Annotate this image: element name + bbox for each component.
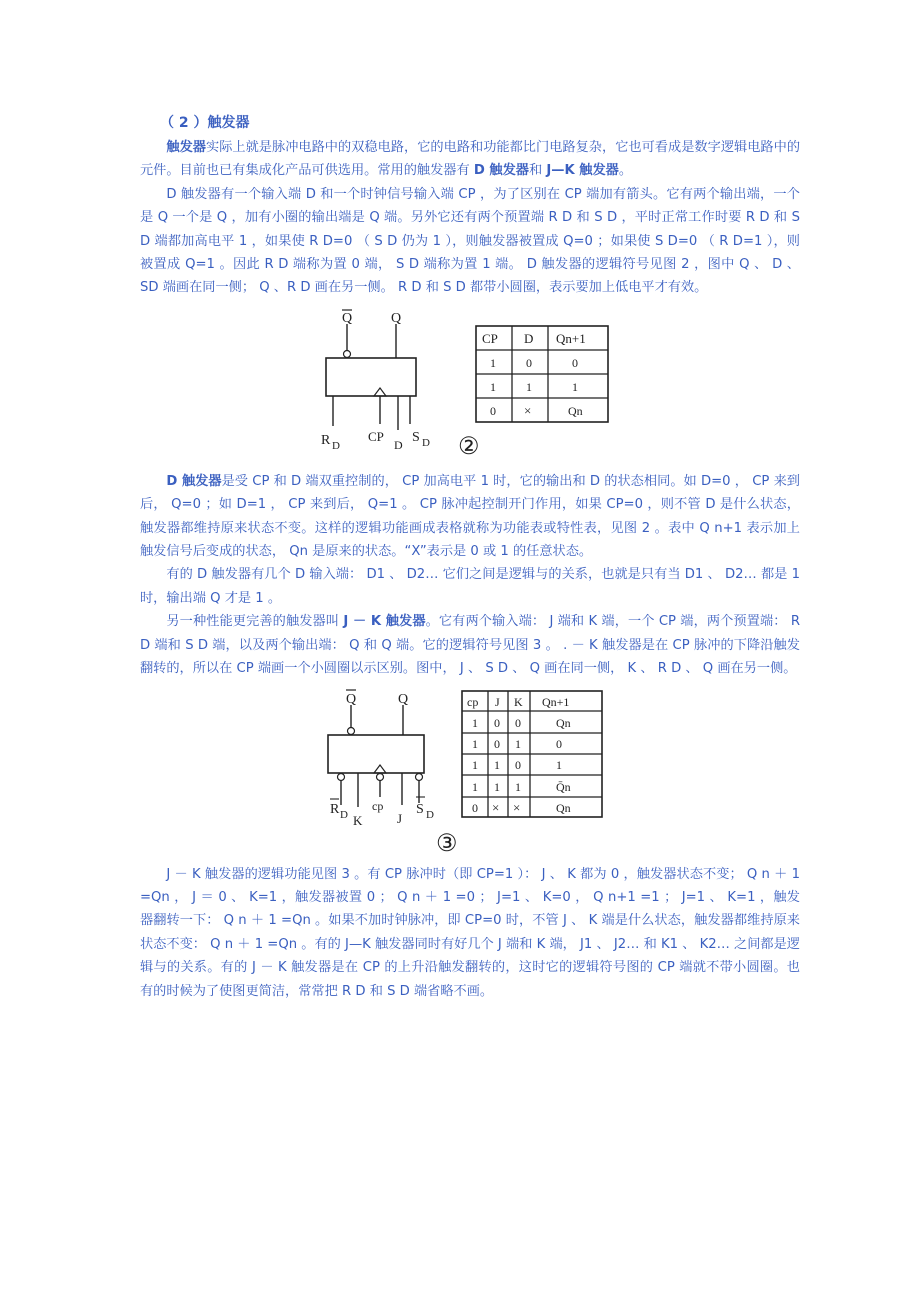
td: × — [492, 799, 500, 815]
td: Qn — [556, 800, 571, 815]
d-flipflop-symbol — [321, 310, 480, 460]
td: 1 — [490, 379, 496, 394]
td: 1 — [572, 379, 578, 394]
figure-3-number: ③ — [436, 830, 458, 857]
td: 0 — [472, 800, 478, 815]
td: 0 — [526, 355, 532, 370]
label-rd-sub: D — [332, 439, 340, 452]
label-cp: cp — [372, 798, 384, 813]
term-d-trigger-2: D 触发器 — [166, 473, 222, 489]
td: 1 — [556, 757, 562, 772]
label-q: Q — [398, 691, 409, 707]
td: 0 — [515, 757, 521, 772]
paragraph-intro: 触发器实际上就是脉冲电路中的双稳电路，它的电路和功能都比门电路复杂，它也可看成是数字逻辑电路中的元件。目前也已有集成化产品可供选用。常用的触发器有 D 触发器和 J—K 触发器。 — [140, 140, 801, 179]
td: 0 — [490, 403, 496, 418]
jk-flipflop-symbol — [328, 690, 458, 857]
document-body — [140, 110, 800, 1003]
figure-2-svg — [140, 306, 800, 466]
label-sd: S — [412, 429, 420, 445]
cp-bubble — [377, 773, 384, 780]
figure-2 — [140, 306, 800, 466]
label-qbar: Q — [346, 691, 357, 707]
td: 0 — [494, 715, 500, 730]
paragraph-d-trigger-function: D 触发器是受 CP 和 D 端双重控制的， CP 加高电平 1 时，它的输出和 D 的状态相同。如 D=0 ， CP 来到后， Q=0 ；如 D=1 ， CP 来到后， Q=1 。 CP 脉冲起控制开门作用，如果 CP=0 ，则不管 D 是什么状态，触发器都维持原来状态不变。这样的逻辑功能画成表格就称为功能表或特性表，见图 2 。表中 Q n+1 表示加上触发信号后变成的状态， Qn 是原来的状态。“X”表示是 0 或 1 的任意状态。 — [140, 473, 800, 560]
td: Q̄n — [556, 779, 571, 794]
td: 1 — [490, 355, 496, 370]
td: 0 — [556, 736, 562, 751]
td: 1 — [526, 379, 532, 394]
label-d: D — [394, 437, 403, 452]
td: 1 — [494, 779, 500, 794]
d-flipflop-truth-table — [476, 326, 608, 422]
qbar-bubble — [344, 350, 351, 357]
td: Qn — [556, 715, 571, 730]
qbar-bubble — [348, 727, 355, 734]
cp-arrow — [374, 765, 386, 773]
label-rd: R — [321, 432, 331, 448]
paragraph-multi-d: 有的 D 触发器有几个 D 输入端： D1 、 D2… 它们之间是逻辑与的关系，也就是只有当 D1 、 D2… 都是 1 时，输出端 Q 才是 1 。 — [140, 567, 800, 606]
label-k: K — [353, 812, 363, 828]
th-j: J — [495, 694, 500, 709]
th-d: D — [524, 330, 534, 346]
label-cp: CP — [368, 428, 384, 444]
td: 0 — [515, 715, 521, 730]
th-qn1: Qn+1 — [542, 694, 570, 709]
th-cp: CP — [482, 330, 498, 346]
paragraph-jk-trigger: 另一种性能更完善的触发器叫 J － K 触发器。它有两个输入端： J 端和 K 端，一个 CP 端，两个预置端： R D 端和 S D 端，以及两个输出端： Q 和 Q 端。它的逻辑符号见图 3 。 . － K 触发器是在 CP 脉冲的下降沿触发翻转的，所以在 CP 端画一个小圆圈以示区别。图中， J 、 S D 、 Q 画在同一侧， K 、 R D 、 Q 画在另一侧。 — [140, 614, 801, 677]
figure-2-number: ② — [458, 433, 480, 460]
th-qn1: Qn+1 — [556, 330, 586, 346]
term-d-trigger: D 触发器 — [473, 163, 529, 179]
section-heading: （ 2 ）触发器 — [160, 115, 250, 131]
term-jk-trigger: J—K 触发器 — [546, 163, 619, 179]
td: 1 — [472, 715, 478, 730]
figure-3-svg — [140, 687, 800, 859]
td: 0 — [572, 355, 578, 370]
label-j: J — [397, 810, 403, 826]
td: 1 — [515, 736, 521, 751]
th-cp: cp — [467, 694, 479, 709]
flipflop-box — [326, 358, 416, 396]
term-jk-trigger-2: J － K 触发器 — [343, 614, 426, 630]
td: Qn — [568, 403, 583, 418]
td: 1 — [515, 779, 521, 794]
td: × — [524, 402, 532, 418]
label-q: Q — [391, 310, 402, 326]
cp-arrow — [374, 388, 386, 396]
flipflop-box — [328, 735, 424, 773]
label-sd: S — [416, 801, 424, 817]
jk-flipflop-truth-table — [462, 691, 602, 817]
td: 1 — [472, 779, 478, 794]
figure-3 — [140, 687, 800, 859]
paragraph-d-trigger-description: D 触发器有一个输入端 D 和一个时钟信号输入端 CP ，为了区别在 CP 端加有箭头。它有两个输出端，一个是 Q 一个是 Q ，加有小圈的输出端是 Q 端。另外它还有两个预置端 R D 和 S D ，平时正常工作时要 R D 和 S D 端都加高电平 1 ，如果使 R D=0 （ S D 仍为 1 ），则触发器被置成 Q=0 ；如果使 S D=0 （ R D=1 ），则被置成 Q=1 。因此 R D 端称为置 0 端， S D 端称为置 1 端。 D 触发器的逻辑符号见图 2 ，图中 Q 、 D 、 SD 端画在同一侧； Q 、R D 画在另一侧。 R D 和 S D 都带小圆圈，表示要加上低电平才有效。 — [140, 186, 800, 296]
td: 0 — [494, 736, 500, 751]
td: 1 — [472, 736, 478, 751]
label-rd: R — [330, 801, 340, 817]
td: × — [513, 799, 521, 815]
label-rd-sub: D — [340, 808, 348, 821]
td: 1 — [494, 757, 500, 772]
label-qbar: Q — [342, 310, 353, 326]
th-k: K — [514, 694, 523, 709]
paragraph-jk-function: J － K 触发器的逻辑功能见图 3 。有 CP 脉冲时（即 CP=1 ）： J 、 K 都为 0 ，触发器状态不变； Q n ＋ 1 =Qn ， J ＝ 0 、 K=1 ，触发器被置 0 ； Q n ＋ 1 =0 ； J=1 、 K=0 ， Q n+1 =1 ； J=1 、 K=1 ，触发器翻转一下： Q n ＋ 1 =Qn 。如果不加时钟脉冲，即 CP=0 时，不管 J 、 K 端是什么状态，触发器都维持原来状态不变： Q n ＋ 1 =Qn 。有的 J—K 触发器同时有好几个 J 端和 K 端， J1 、 J2… 和 K1 、 K2… 之间都是逻辑与的关系。有的 J － K 触发器是在 CP 的上升沿触发翻转的，这时它的逻辑符号图的 CP 端就不带小圆圈。也有的时候为了使图更简洁，常常把 R D 和 S D 端省略不画。 — [140, 866, 800, 999]
label-sd-sub: D — [426, 808, 434, 821]
term-trigger: 触发器 — [166, 140, 206, 155]
label-sd-sub: D — [422, 436, 430, 449]
td: 1 — [472, 757, 478, 772]
